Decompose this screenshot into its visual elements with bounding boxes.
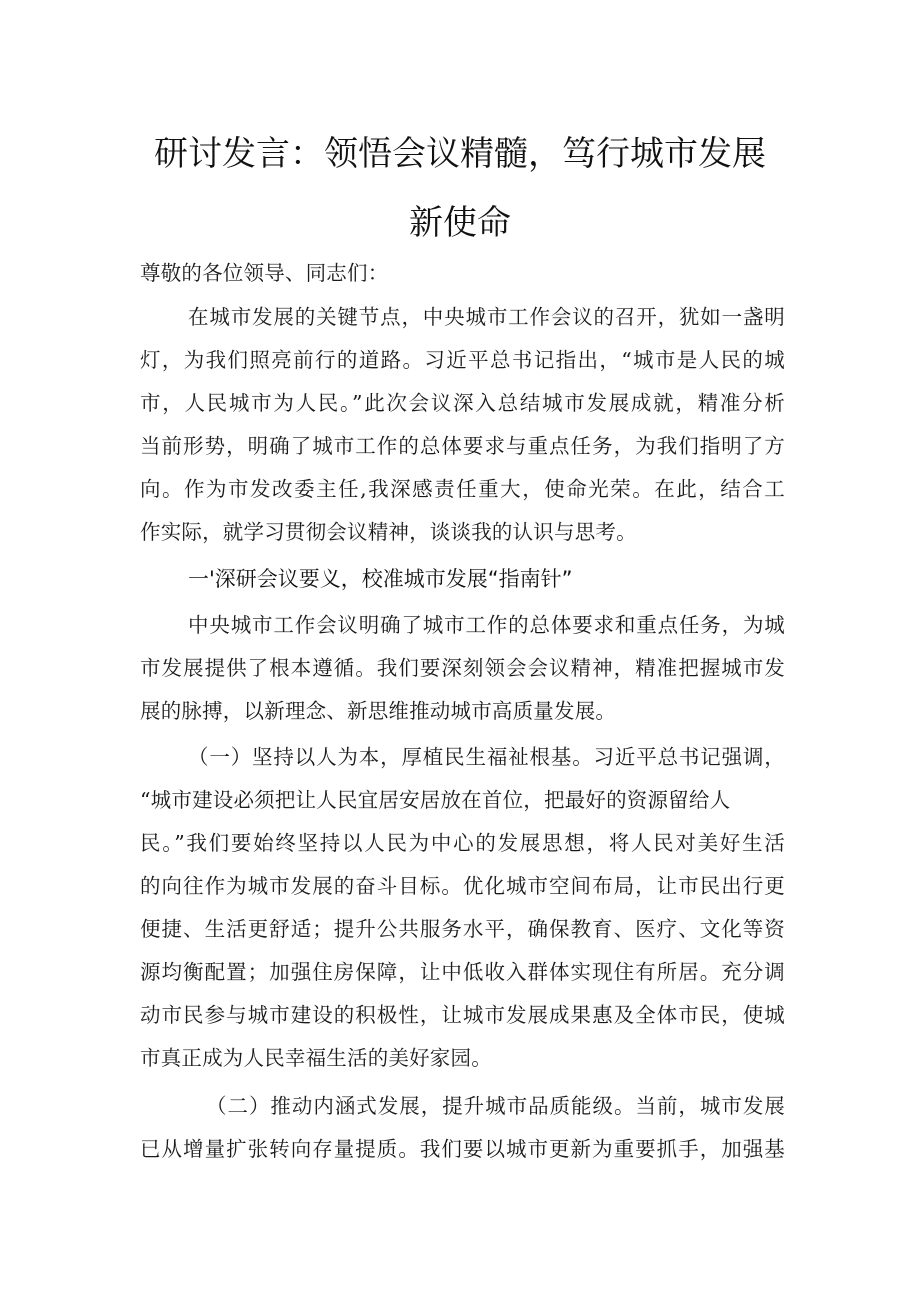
paragraph-line: 市发展提供了根本遵循。我们要深刻领会会议精神，精准把握城市发 xyxy=(140,656,785,680)
paragraph-line: 的向往作为城市发展的奋斗目标。优化城市空间布局，让市民出行更 xyxy=(140,874,785,898)
paragraph-line: 灯，为我们照亮前行的道路。习近平总书记指出，“城市是人民的城 xyxy=(140,348,785,372)
paragraph-line: 中央城市工作会议明确了城市工作的总体要求和重点任务，为城 xyxy=(188,613,785,637)
salutation: 尊敬的各位领导、同志们： xyxy=(140,261,389,285)
paragraph-line: 便捷、生活更舒适；提升公共服务水平，确保教育、医疗、文化等资 xyxy=(140,917,785,941)
paragraph-line: 展的脉搏，以新理念、新思维推动城市高质量发展。 xyxy=(140,699,617,723)
paragraph-line: 市真正成为人民幸福生活的美好家园。 xyxy=(140,1046,492,1070)
paragraph-line: （一）坚持以人为本，厚植民生福祉根基。习近平总书记强调， xyxy=(188,745,785,769)
paragraph-line: 在城市发展的关键节点，中央城市工作会议的召开，犹如一盏明 xyxy=(188,305,785,329)
paragraph-line: 民。”我们要始终坚持以人民为中心的发展思想，将人民对美好生活 xyxy=(140,831,785,855)
paragraph-line: 动市民参与城市建设的积极性，让城市发展成果惠及全体市民，使城 xyxy=(140,1003,785,1027)
paragraph-line: 作实际，就学习贯彻会议精神，谈谈我的认识与思考。 xyxy=(140,520,637,544)
paragraph-line: “城市建设必须把让人民宜居安居放在首位，把最好的资源留给人 xyxy=(140,788,731,812)
paragraph-line: 源均衡配置；加强住房保障，让中低收入群体实现住有所居。充分调 xyxy=(140,960,785,984)
paragraph-line: 向。作为市发改委主任,我深感责任重大，使命光荣。在此，结合工 xyxy=(140,477,785,501)
paragraph-line: （二）推动内涵式发展，提升城市品质能级。当前，城市发展 xyxy=(206,1094,785,1118)
paragraph-line: 市，人民城市为人民。”此次会议深入总结城市发展成就，精准分析 xyxy=(140,391,785,415)
paragraph-line: 已从增量扩张转向存量提质。我们要以城市更新为重要抓手，加强基 xyxy=(140,1137,785,1161)
document-title-line2: 新使命 xyxy=(409,203,511,243)
document-title-line1: 研讨发言：领悟会议精髓，笃行城市发展 xyxy=(154,134,766,174)
section-heading: 一'深研会议要义，校准城市发展“指南针” xyxy=(188,567,573,591)
paragraph-line: 当前形势，明确了城市工作的总体要求与重点任务，为我们指明了方 xyxy=(140,434,785,458)
